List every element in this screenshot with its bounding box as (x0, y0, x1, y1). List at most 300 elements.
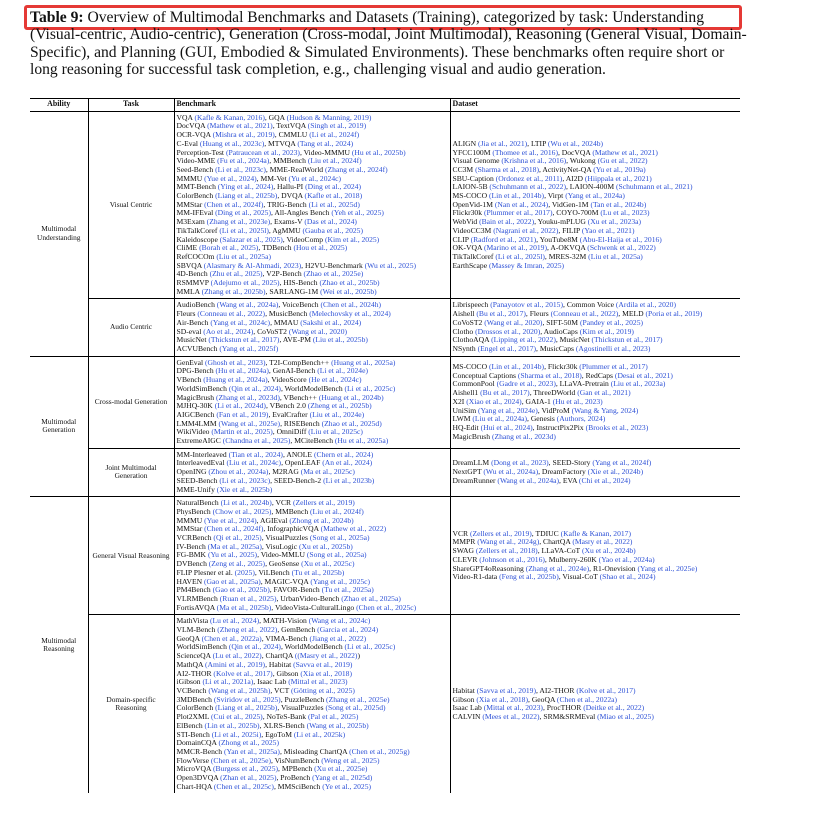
benchmark-entry: PhysBench (Chow et al., 2025), MMBench (Liu et al., 2024f) (176, 506, 364, 516)
dataset-entry: LWM (Liu et al., 2024a), Genesis (Authors, 2024) (452, 414, 606, 424)
citation[interactable]: (Zhan et al., 2025) (220, 773, 277, 783)
citation[interactable]: (Alasmary & Al-Ahmadi, 2023) (203, 260, 302, 270)
citation[interactable]: (Zhong et al., 2025) (218, 738, 280, 748)
dataset-entry: OpenVid-1M (Nan et al., 2024), VidGen-1M (Tan et al., 2024b) (452, 199, 647, 209)
citation[interactable]: (Pal et al., 2025) (307, 712, 359, 722)
citation[interactable]: (Chen et al., 2025g) (349, 746, 410, 756)
dataset-entry: VCR (Zellers et al., 2019), TDIUC (Kafle & Kanan, 2017) (452, 528, 631, 538)
citation[interactable]: (Mishra et al., 2019) (212, 130, 275, 140)
dataset-entry: Gibson (Xia et al., 2018), GeoQA (Chen et al., 2022a) (452, 694, 618, 704)
citation[interactable]: (Chen et al., 2022a) (201, 633, 262, 643)
citation[interactable]: (Xie et al., 2024b) (587, 467, 644, 477)
dataset-entry: CommonPool (Gadre et al., 2023), LLaVA-Pretrain (Liu et al., 2023a) (452, 379, 666, 389)
dataset-entry: Librispeech (Panayotov et al., 2015), Common Voice (Ardila et al., 2020) (452, 300, 677, 310)
citation[interactable]: (Adejumo et al., 2025) (210, 278, 280, 288)
citation[interactable]: (Xiao et al., 2024) (466, 396, 522, 406)
citation[interactable]: (Zhao et al., 2025b) (319, 278, 380, 288)
citation[interactable]: (Huang et al., 2023c) (199, 138, 265, 148)
benchmark-entry: MathVista (Lu et al., 2024), MATH-Vision (Wang et al., 2024c) (176, 616, 371, 626)
citation[interactable]: (Qi et al., 2025) (213, 533, 262, 543)
citation[interactable]: (Huang et al., 2024a) (203, 375, 268, 385)
citation[interactable]: (Tian et al., 2024) (228, 449, 283, 459)
citation[interactable]: (Chen et al., 2022a) (556, 694, 618, 704)
citation[interactable]: (Authors, 2024) (556, 414, 606, 424)
benchmark-entry: FortisAVQA (Ma et al., 2025b), VideoVista-CulturalLingo (Chen et al., 2025c) (176, 602, 417, 612)
citation[interactable]: (Borah et al., 2025) (199, 243, 259, 253)
citation[interactable]: (Ding et al., 2025) (215, 208, 271, 218)
citation[interactable]: (Marino et al., 2019) (483, 243, 547, 253)
citation[interactable]: (Agostinelli et al., 2023) (575, 343, 651, 353)
citation[interactable]: (Li et al., 2023c) (219, 475, 271, 485)
citation[interactable]: (Xu et al., 2024b) (581, 546, 636, 556)
table-row (30, 356, 740, 448)
citation[interactable]: (Wu et al., 2025) (364, 260, 417, 270)
citation[interactable]: (Liu et al., 2023a) (610, 379, 666, 389)
benchmark-entry: MMCR-Bench (Yan et al., 2025a), Misleading ChartQA (Chen et al., 2025g) (176, 746, 410, 756)
citation[interactable]: (Schuhmann et al., 2021) (615, 182, 693, 192)
citation[interactable]: (Yu et al., 2025) (207, 550, 258, 560)
citation[interactable]: (Li et al., 2023c) (215, 164, 266, 174)
citation[interactable]: (Miao et al., 2025) (597, 712, 654, 722)
benchmark-entry: GenEval (Ghosh et al., 2023), T2I-CompBench++ (Huang et al., 2025a) (176, 357, 396, 367)
citation[interactable]: (Zellers et al., 2019) (470, 528, 532, 538)
citation[interactable]: (Lu et al., 2023) (600, 208, 650, 218)
benchmark-entry: VQA (Kafle & Kanan, 2016), GQA (Hudson & Manning, 2019) (176, 112, 372, 122)
citation[interactable]: (Yao et al., 2021) (581, 225, 635, 235)
dataset-entry: CLEVR (Johnson et al., 2016), Mulberry-260K (Yao et al., 2024a) (452, 554, 655, 564)
citation[interactable]: (Li et al., 2025k) (293, 729, 346, 739)
citation[interactable]: (He et al., 2024c) (308, 375, 362, 385)
citation[interactable]: (Yang et al., 2024a) (565, 191, 625, 201)
dataset-entry: Visual Genome (Krishna et al., 2016), Wukong (Gu et al., 2022) (452, 156, 648, 166)
citation[interactable]: (Savva et al., 2019) (293, 659, 353, 669)
benchmark-cell (174, 111, 450, 299)
citation[interactable]: (Mathew et al., 2022) (320, 524, 387, 534)
benchmark-entry: MMMU (Yue et al., 2024), AGIEval (Zhong et al., 2024b) (176, 515, 354, 525)
citation[interactable]: (Zhao et al., 2025e) (303, 269, 364, 279)
benchmark-entry: SD-eval (Ao et al., 2024), CoVoST2 (Wang et al., 2020) (176, 326, 348, 336)
citation[interactable]: (Lin et al., 2014b) (489, 362, 545, 372)
citation[interactable]: (2025) (234, 567, 255, 577)
citation[interactable]: (Fu et al., 2024a) (217, 156, 270, 166)
citation[interactable]: (Abu-El-Haija et al., 2016) (579, 234, 662, 244)
citation[interactable]: (Wang et al., 2024c) (308, 616, 371, 626)
citation[interactable]: (Liu et al., 2024f) (307, 156, 362, 166)
citation[interactable]: (Ao et al., 2024) (203, 326, 254, 336)
citation[interactable]: (Zhong et al., 2024b) (289, 515, 354, 525)
citation[interactable]: (Kafle & Kanan, 2017) (560, 528, 631, 538)
citation[interactable]: (Lu et al., 2024) (210, 616, 260, 626)
dataset-entry: Isaac Lab (Mittal et al., 2023), ProcTHOR (Deitke et al., 2022) (452, 703, 645, 713)
dataset-entry: Habitat (Savva et al., 2019), AI2-THOR (Kolve et al., 2017) (452, 686, 636, 695)
citation[interactable]: (Hu et al., 2025b) (351, 147, 406, 157)
citation[interactable]: (Ying et al., 2024) (217, 182, 274, 192)
citation[interactable]: (Poria et al., 2019) (645, 309, 703, 319)
citation[interactable]: (Bu et al., 2017) (476, 309, 526, 319)
dataset-cell (450, 299, 740, 356)
citation[interactable]: (Bain et al., 2022) (479, 217, 535, 227)
citation[interactable]: (Melechovsky et al., 2024) (309, 309, 391, 319)
citation[interactable]: (Sharma et al., 2018) (475, 164, 539, 174)
citation[interactable]: (Drossos et al., 2020) (475, 326, 541, 336)
benchmark-entry: OCR-VQA (Mishra et al., 2019), CMMLU (Li et al., 2024f) (176, 130, 360, 140)
citation[interactable]: (Deitke et al., 2022) (583, 703, 645, 713)
citation[interactable]: (Tan et al., 2024b) (590, 199, 647, 209)
benchmark-entry: HAVEN (Gao et al., 2025a), MAGIC-VQA (Yang et al., 2025c) (176, 576, 371, 586)
citation[interactable]: (Li et al., 2025i) (211, 729, 262, 739)
citation[interactable]: (Wang et al., 2025e) (218, 418, 281, 428)
citation[interactable]: (Li et al., 2024d) (214, 401, 266, 411)
citation[interactable]: (Li et al., 2025d) (308, 199, 360, 209)
citation[interactable]: (Brooks et al., 2023) (585, 422, 649, 432)
citation[interactable]: (Xie et al., 2025b) (216, 484, 273, 494)
citation[interactable]: (Ma et al., 2025b) (216, 602, 272, 612)
citation[interactable]: (Liu et al., 2025c) (308, 427, 363, 437)
citation[interactable]: (Salazar et al., 2025) (219, 234, 283, 244)
citation[interactable]: (Chen et al., 2024f) (204, 199, 264, 209)
benchmark-entry: MM-Interleaved (Tian et al., 2024), ANOLE (Chern et al., 2024) (176, 449, 374, 459)
citation[interactable]: (Ma et al., 2025c) (300, 467, 355, 477)
citation[interactable]: (Lu et al., 2022) (212, 651, 262, 661)
citation[interactable]: (Yao et al., 2024a) (598, 554, 655, 564)
citation[interactable]: (Thickstun et al., 2017) (208, 335, 280, 345)
benchmark-entry: ScienceQA (Lu et al., 2022), ChartQA ((Masry et al., 2022)) (176, 651, 360, 661)
citation[interactable]: (Thickstun et al., 2017) (591, 335, 663, 345)
citation[interactable]: (Nagrani et al., 2022) (493, 225, 559, 235)
citation[interactable]: (Patraucean et al., 2023) (225, 147, 300, 157)
citation[interactable]: (Kolve et al., 2017) (576, 686, 636, 695)
citation[interactable]: (Sharma et al., 2018) (517, 370, 582, 380)
citation[interactable]: (Mathew et al., 2021) (207, 121, 273, 131)
citation[interactable]: (Tang et al., 2024) (297, 138, 354, 148)
citation[interactable]: (Xu et al., 2025c) (301, 559, 355, 569)
citation[interactable]: (Qin et al., 2024) (228, 642, 281, 652)
citation[interactable]: (Feng et al., 2025b) (499, 572, 559, 582)
benchmark-entry: VLRMBench (Ruan et al., 2025), UrbanVideo-Bench (Zhao et al., 2025a) (176, 593, 401, 603)
citation[interactable]: (Chi et al., 2024) (578, 475, 631, 485)
benchmark-entry: MME-Unify (Xie et al., 2025b) (176, 484, 273, 494)
citation[interactable]: (Gao et al., 2025b) (212, 585, 270, 595)
citation[interactable]: (Li et al., 2025l) (219, 225, 269, 235)
citation[interactable]: (Götting et al., 2025) (291, 686, 355, 695)
citation[interactable]: (Martin et al., 2025) (211, 427, 273, 437)
citation[interactable]: (Li et al., 2023b) (323, 475, 375, 485)
citation[interactable]: (Tu et al., 2025a) (321, 585, 374, 595)
citation[interactable]: (Song et al., 2025d) (325, 703, 386, 713)
dataset-entry: YFCC100M (Thomee et al., 2016), DocVQA (Mathew et al., 2021) (452, 147, 658, 157)
citation[interactable]: (Qin et al., 2024) (228, 383, 281, 393)
benchmark-entry: SEED-Bench (Li et al., 2023c), SEED-Bench-2 (Li et al., 2023b) (176, 475, 375, 485)
citation[interactable]: (Masry et al., 2022) (572, 537, 633, 547)
benchmark-entry: iGibson (Li et al., 2021a), Isaac Lab (Mittal et al., 2023) (176, 677, 348, 687)
citation[interactable]: (Zellers et al., 2018) (475, 546, 538, 556)
citation[interactable]: (Xu et al., 2025b) (299, 541, 353, 551)
benchmark-entry: TikTalkCoref (Li et al., 2025l), AgMMU (Gauba et al., 2025) (176, 225, 363, 235)
citation[interactable]: (Mittal et al., 2023) (288, 677, 348, 687)
citation[interactable]: (Li et al., 2024f) (309, 130, 360, 140)
citation[interactable]: (Ma et al., 2025a) (207, 541, 262, 551)
citation[interactable]: (Kafle et al., 2018) (304, 191, 363, 201)
citation[interactable]: (Zhang et al., 2024f) (325, 164, 388, 174)
citation[interactable]: (Mees et al., 2022) (482, 712, 540, 722)
citation[interactable]: (Li et al., 2025l) (495, 251, 545, 261)
citation[interactable]: (Fan et al., 2019) (216, 409, 269, 419)
citation[interactable]: (Chen et al., 2025e) (210, 755, 271, 765)
citation[interactable]: (Zheng et al., 2022) (217, 625, 278, 635)
citation[interactable]: (Yu et al., 2024c) (288, 173, 342, 183)
citation[interactable]: (Liu et al., 2025a) (588, 251, 643, 261)
dataset-entry: CALVIN (Mees et al., 2022), SRM&SRMEval (Miao et al., 2025) (452, 712, 654, 722)
citation[interactable]: (Johnson et al., 2016) (479, 554, 545, 564)
citation[interactable]: (Hiippala et al., 2021) (584, 173, 652, 183)
citation[interactable]: (Wang et al., 2020) (484, 317, 543, 327)
ability-cell: Multimodal Understanding (36, 224, 81, 242)
citation[interactable]: (Zellers et al., 2019) (293, 498, 355, 508)
citation[interactable]: (Xia et al., 2018) (300, 668, 352, 678)
citation[interactable]: (Yang et al., 2024c) (210, 317, 271, 327)
citation[interactable]: (Nan et al., 2024) (494, 199, 549, 209)
benchmark-entry: MM-IFEval (Ding et al., 2025), All-Angles Bench (Yeh et al., 2025) (176, 208, 384, 218)
dataset-entry: MS-COCO (Lin et al., 2014b), Virpt (Yang et al., 2024a) (452, 191, 625, 201)
citation[interactable]: (Das et al., 2024) (304, 217, 357, 227)
citation[interactable]: (Zhang et al., 2024e) (525, 563, 590, 573)
citation[interactable]: (Huang et al., 2025a) (331, 357, 396, 367)
citation[interactable]: (Li et al., 2025c) (344, 383, 396, 393)
citation[interactable]: (Yeh et al., 2025) (331, 208, 384, 218)
citation[interactable]: (Schuhmann et al., 2022) (489, 182, 566, 192)
citation[interactable]: (Wang et al., 2025h) (208, 686, 271, 695)
citation[interactable]: (Pandey et al., 2025) (579, 317, 644, 327)
citation[interactable]: ((Masry et al., 2022) (294, 651, 358, 661)
benchmark-cell (174, 448, 450, 497)
citation[interactable]: (An et al., 2024) (322, 458, 373, 468)
citation[interactable]: (Liu et al., 2024f) (310, 506, 364, 516)
citation[interactable]: (Bu et al., 2017) (480, 388, 530, 398)
ability-cell: Multimodal Generation (30, 356, 88, 497)
citation[interactable]: (Zhao et al., 2025a) (341, 593, 401, 603)
benchmark-entry: ColorBench (Liang et al., 2025b), VisualPuzzles (Song et al., 2025d) (176, 703, 386, 713)
citation[interactable]: (Mittal et al., 2023) (483, 703, 543, 713)
citation[interactable]: (Desai et al., 2021) (614, 370, 673, 380)
citation[interactable]: (Gan et al., 2021) (577, 388, 631, 398)
citation[interactable]: (Yang et al., 2024e) (478, 405, 538, 415)
citation[interactable]: (Wu et al., 2024b) (547, 138, 604, 148)
citation[interactable]: (Yan et al., 2025a) (223, 746, 280, 756)
citation[interactable]: (Kim et al., 2025) (325, 234, 380, 244)
citation[interactable]: (Plummer et al., 2017) (483, 208, 553, 218)
table-body (30, 111, 740, 793)
citation[interactable]: (Conneau et al., 2022) (550, 309, 619, 319)
citation[interactable]: (Krishna et al., 2016) (501, 156, 567, 166)
citation[interactable]: (Weng et al., 2025) (321, 755, 380, 765)
citation[interactable]: (Engel et al., 2017) (477, 343, 537, 353)
citation[interactable]: (Ding et al., 2024) (305, 182, 361, 192)
benchmark-entry: MJHQ-30K (Li et al., 2024d), VBench 2.0 (Zheng et al., 2025b) (176, 401, 372, 411)
citation[interactable]: (Chen et al., 2024f) (204, 524, 264, 534)
citation[interactable]: (Yang et al., 2025e) (637, 563, 698, 573)
citation[interactable]: (Song et al., 2025a) (309, 533, 370, 543)
citation[interactable]: (Wang et al., 2025b) (306, 720, 369, 730)
citation[interactable]: (Tu et al., 2025b) (291, 567, 345, 577)
dataset-entry: HQ-Edit (Hui et al., 2024), InstructPix2Pix (Brooks et al., 2023) (452, 422, 649, 432)
citation[interactable]: (Garcia et al., 2024) (317, 625, 379, 635)
citation[interactable]: (Xu et al., 2023a) (587, 217, 642, 227)
benchmark-entry: WorldSimBench (Qin et al., 2024), WorldModelBench (Li et al., 2025c) (176, 642, 396, 652)
citation[interactable]: (Amini et al., 2019) (204, 659, 266, 669)
citation[interactable]: (Yang et al., 2025f) (219, 343, 279, 353)
task-cell: Domain-specific Reasoning (88, 615, 174, 794)
citation[interactable]: (Yu et al., 2019a) (593, 164, 646, 174)
citation[interactable]: (Zhu et al., 2025) (209, 269, 263, 279)
citation[interactable]: (Chen et al., 2025c) (356, 602, 417, 612)
citation[interactable]: (Wu et al., 2024a) (483, 467, 539, 477)
citation[interactable]: (Kafle & Kanan, 2016) (194, 112, 265, 122)
citation[interactable]: (Dong et al., 2023) (491, 458, 549, 468)
dataset-cell (450, 111, 740, 299)
citation[interactable]: (Liang et al., 2025b) (215, 703, 278, 713)
citation[interactable]: (Savva et al., 2019) (476, 686, 537, 695)
citation[interactable]: (Liu et al., 2025b) (312, 335, 368, 345)
citation[interactable]: (Xu et al., 2025e) (314, 764, 368, 774)
citation[interactable]: (Li et al., 2025c) (344, 642, 396, 652)
citation[interactable]: (Ruan et al., 2025) (219, 593, 277, 603)
citation[interactable]: (Cui et al., 2025) (211, 712, 263, 722)
citation[interactable]: (Chandna et al., 2025) (222, 436, 291, 446)
citation[interactable]: (Wang et al., 2024a) (497, 475, 560, 485)
citation[interactable]: (Li et al., 2021a) (202, 677, 254, 687)
table-row (30, 615, 740, 794)
citation[interactable]: (Xia et al., 2018) (476, 694, 529, 704)
citation[interactable]: (Yang et al., 2025c) (310, 576, 371, 586)
dataset-entry: ShareGPT4oReasoning (Zhang et al., 2024e), R1-Onevision (Yang et al., 2025e) (452, 563, 698, 573)
citation[interactable]: (Li et al., 2024e) (317, 366, 369, 376)
citation[interactable]: (Wang et al., 2024g) (477, 537, 540, 547)
citation[interactable]: (Liu et al., 2024e) (309, 409, 365, 419)
citation[interactable]: (Liang et al., 2025b) (215, 191, 278, 201)
dataset-entry: DreamRunner (Wang et al., 2024a), EVA (Chi et al., 2024) (452, 475, 631, 485)
dataset-entry: NSynth (Engel et al., 2017), MusicCaps (Agostinelli et al., 2023) (452, 343, 651, 353)
citation[interactable]: (Yang et al., 2025d) (312, 773, 373, 783)
citation[interactable]: (Liu et al., 2025a) (216, 251, 271, 261)
citation[interactable]: (Burgess et al., 2025) (213, 764, 279, 774)
dataset-entry: Conceptual Captions (Sharma et al., 2018), RedCaps (Desai et al., 2021) (452, 370, 673, 380)
citation[interactable]: (Gadre et al., 2023) (496, 379, 556, 389)
citation[interactable]: (Chern et al., 2024) (313, 449, 374, 459)
citation[interactable]: (Conneau et al., 2022) (197, 309, 266, 319)
citation[interactable]: (Hou et al., 2025) (293, 243, 348, 253)
dataset-entry: Aishell1 (Bu et al., 2017), ThreeDWorld (Gan et al., 2021) (452, 388, 631, 398)
citation[interactable]: (Gauba et al., 2025) (302, 225, 363, 235)
citation[interactable]: (Hui et al., 2024) (480, 422, 533, 432)
citation[interactable]: (Sakshi et al., 2024) (300, 317, 362, 327)
citation[interactable]: (Schwenk et al., 2022) (587, 243, 656, 253)
citation[interactable]: (Jiang et al., 2022) (309, 633, 367, 643)
header-benchmark: Benchmark (174, 99, 450, 112)
benchmark-entry: InterleavedEval (Liu et al., 2024c), OpenLEAF (An et al., 2024) (176, 458, 373, 468)
benchmark-cell (174, 299, 450, 356)
citation[interactable]: (Zhang et al., 2025b) (201, 286, 266, 296)
citation[interactable]: (Massey & Imran, 2025) (488, 260, 565, 270)
citation[interactable]: (Zhang et al., 2023d) (491, 431, 556, 441)
citation[interactable]: (Mathew et al., 2021) (592, 147, 658, 157)
citation[interactable]: (Plummer et al., 2017) (579, 362, 648, 372)
benchmark-entry: MathQA (Amini et al., 2019), Habitat (Savva et al., 2019) (176, 659, 353, 669)
citation[interactable]: (Ordonez et al., 2011) (495, 173, 563, 183)
citation[interactable]: (Li et al., 2024b) (220, 498, 272, 508)
dataset-cell (450, 448, 740, 497)
citation[interactable]: (Kim et al., 2019) (579, 326, 634, 336)
citation[interactable]: (Zhang et al., 2023e) (206, 217, 271, 227)
citation[interactable]: (Singh et al., 2019) (307, 121, 367, 131)
citation[interactable]: (Wang et al., 2024a) (216, 300, 279, 310)
citation[interactable]: (Sviridov et al., 2025) (213, 694, 281, 704)
dataset-entry: VideoCC3M (Nagrani et al., 2022), FILIP (Yao et al., 2021) (452, 225, 635, 235)
dataset-entry: Flickr30k (Plummer et al., 2017), COYO-700M (Lu et al., 2023) (452, 208, 650, 218)
citation[interactable]: (Gao et al., 2025a) (204, 576, 261, 586)
citation[interactable]: (Thomee et al., 2016) (492, 147, 558, 157)
citation[interactable]: (Lin et al., 2025b) (204, 720, 260, 730)
citation[interactable]: (Huang et al., 2024b) (318, 392, 384, 402)
citation[interactable]: (Liu et al., 2024a) (472, 414, 528, 424)
citation[interactable]: (Zhou et al., 2024a) (208, 467, 269, 477)
benchmark-cell (174, 615, 450, 794)
citation[interactable]: (Lin et al., 2014b) (489, 191, 545, 201)
citation[interactable]: (Yang et al., 2024f) (592, 458, 652, 468)
citation[interactable]: (Zeng et al., 2025) (208, 559, 266, 569)
benchmark-entry: SBVQA (Alasmary & Al-Ahmadi, 2023), H2VU-Benchmark (Wu et al., 2025) (176, 260, 417, 270)
citation[interactable]: (Song et al., 2025a) (306, 550, 367, 560)
citation[interactable]: (Ye et al., 2025) (322, 781, 372, 791)
benchmark-entry: OpenING (Zhou et al., 2024a), M2RAG (Ma et al., 2025c) (176, 467, 355, 477)
citation[interactable]: (Radford et al., 2021) (470, 234, 537, 244)
citation[interactable]: (Wang et al., 2020) (288, 326, 348, 336)
citation[interactable]: (Hu et al., 2024a) (215, 366, 269, 376)
citation[interactable]: (Yue et al., 2024) (204, 173, 257, 183)
citation[interactable]: (Hu et al., 2025a) (334, 436, 389, 446)
citation[interactable]: (Shao et al., 2024) (599, 572, 656, 582)
citation[interactable]: (Chen et al., 2024h) (320, 300, 382, 310)
citation[interactable]: (Ardila et al., 2020) (615, 300, 677, 310)
citation[interactable]: (Lipping et al., 2022) (491, 335, 556, 345)
citation[interactable]: (Kolve et al., 2017) (213, 668, 273, 678)
citation[interactable]: (Chen et al., 2025c) (213, 781, 274, 791)
caption-text: Overview of Multimodal Benchmarks and Datasets (Training), categorized by task: Understanding (Visual-centric, Audio-centric), Generation (Cross-modal, Joint Multimodal), Reasoning (General Visual, Domain-Specific), and Planning (GUI, Embodied & Simulated Environments). These benchmarks often require short or long reasoning for successful task completion, e.g., challenging visual and audio generation. (30, 9, 747, 78)
dataset-entry: MS-COCO (Lin et al., 2014b), Flickr30k (Plummer et al., 2017) (452, 362, 648, 372)
benchmark-entry: Fleurs (Conneau et al., 2022), MusicBench (Melechovsky et al., 2024) (176, 309, 391, 319)
benchmark-entry: Video-MME (Fu et al., 2024a), MMBench (Liu et al., 2024f) (176, 156, 362, 166)
citation[interactable]: (Zhao et al., 2025d) (321, 418, 382, 428)
caption-label: Table 9: (30, 9, 84, 26)
dataset-cell (450, 615, 740, 794)
citation[interactable]: (Hudson & Manning, 2019) (286, 112, 372, 122)
citation[interactable]: (Chow et al., 2025) (212, 506, 272, 516)
citation[interactable]: (Panayotov et al., 2015) (490, 300, 564, 310)
citation[interactable]: (Jia et al., 2021) (478, 138, 528, 148)
benchmark-entry: WikiVideo (Martin et al., 2025), OmniDiff (Liu et al., 2025c) (176, 427, 363, 437)
citation[interactable]: (Wei et al., 2025b) (320, 286, 377, 296)
citation[interactable]: (Hu et al., 2023) (552, 396, 603, 406)
citation[interactable]: (Wang & Yang, 2024) (571, 405, 639, 415)
citation[interactable]: (Zhang et al., 2023d) (215, 392, 280, 402)
citation[interactable]: (Gu et al., 2022) (597, 156, 648, 166)
citation[interactable]: (Yue et al., 2024) (204, 515, 257, 525)
citation[interactable]: (Liu et al., 2024c) (226, 458, 282, 468)
table-row (30, 497, 740, 615)
citation[interactable]: (Zhang et al., 2025e) (326, 694, 390, 704)
benchmark-entry: Open3DVQA (Zhan et al., 2025), ProBench (Yang et al., 2025d) (176, 773, 373, 783)
citation[interactable]: (Zheng et al., 2025b) (307, 401, 372, 411)
citation[interactable]: (Ghosh et al., 2023) (204, 357, 266, 367)
